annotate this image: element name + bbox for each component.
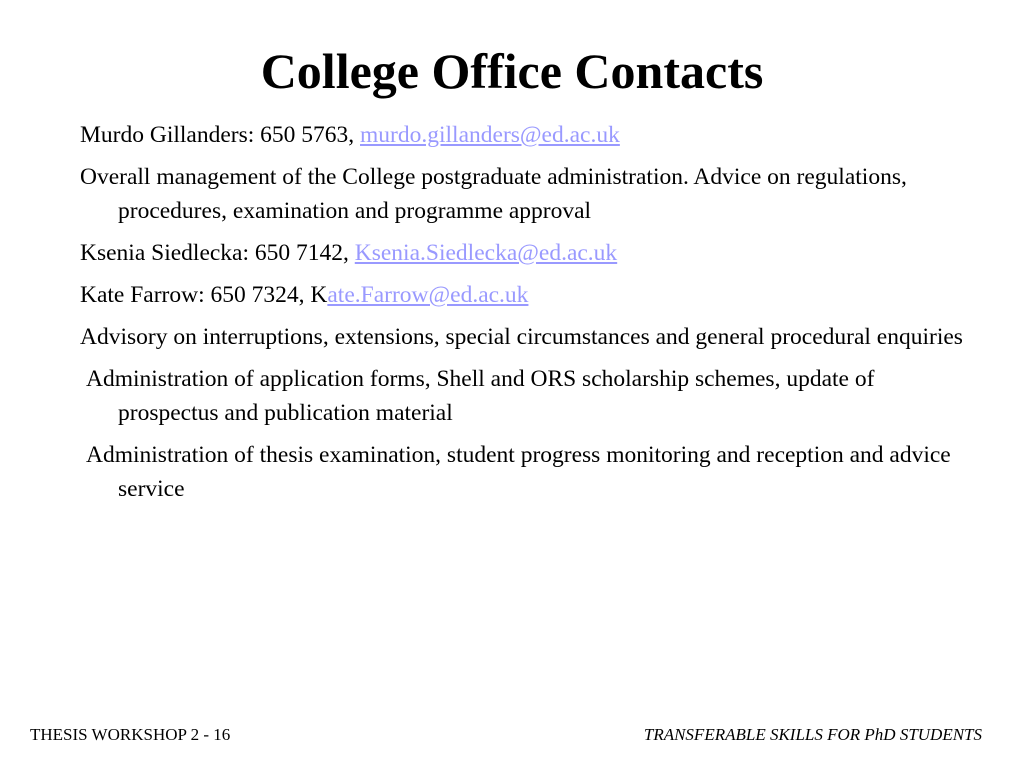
contact-ksenia	[80, 236, 980, 270]
description-applications	[86, 362, 980, 430]
contact-ksenia-text: Ksenia Siedlecka: 650 7142,	[80, 240, 355, 266]
description-thesis-examination-text: Administration of thesis examination, student progress monitoring and reception and advice service	[86, 442, 951, 502]
contact-kate	[80, 278, 980, 312]
contact-murdo	[80, 118, 980, 152]
description-advisory-text: Advisory on interruptions, extensions, special circumstances and general procedural enquiries	[80, 324, 963, 350]
description-management-text: Overall management of the College postgraduate administration. Advice on regulations, procedures, examination and programme approval	[80, 164, 907, 224]
contact-murdo-text: Murdo Gillanders: 650 5763,	[80, 122, 361, 148]
page-title: College Office Contacts	[260, 43, 764, 99]
description-thesis-examination	[86, 438, 980, 506]
contact-kate-text: Kate Farrow: 650 7324, K	[80, 282, 328, 308]
contacts-list	[80, 118, 980, 514]
description-management	[80, 160, 980, 228]
email-link-murdo[interactable]: murdo.gillanders@ed.ac.uk	[360, 122, 620, 148]
description-applications-text: Administration of application forms, Shell and ORS scholarship schemes, update of prospectus and publication material	[86, 366, 875, 426]
description-advisory	[80, 320, 980, 354]
email-link-kate[interactable]: ate.Farrow@ed.ac.uk	[327, 282, 529, 308]
footer-workshop-label: THESIS WORKSHOP 2 - 16	[30, 725, 231, 744]
email-link-ksenia[interactable]: Ksenia.Siedlecka@ed.ac.uk	[354, 240, 618, 266]
footer-course-label: TRANSFERABLE SKILLS FOR PhD STUDENTS	[643, 725, 982, 744]
